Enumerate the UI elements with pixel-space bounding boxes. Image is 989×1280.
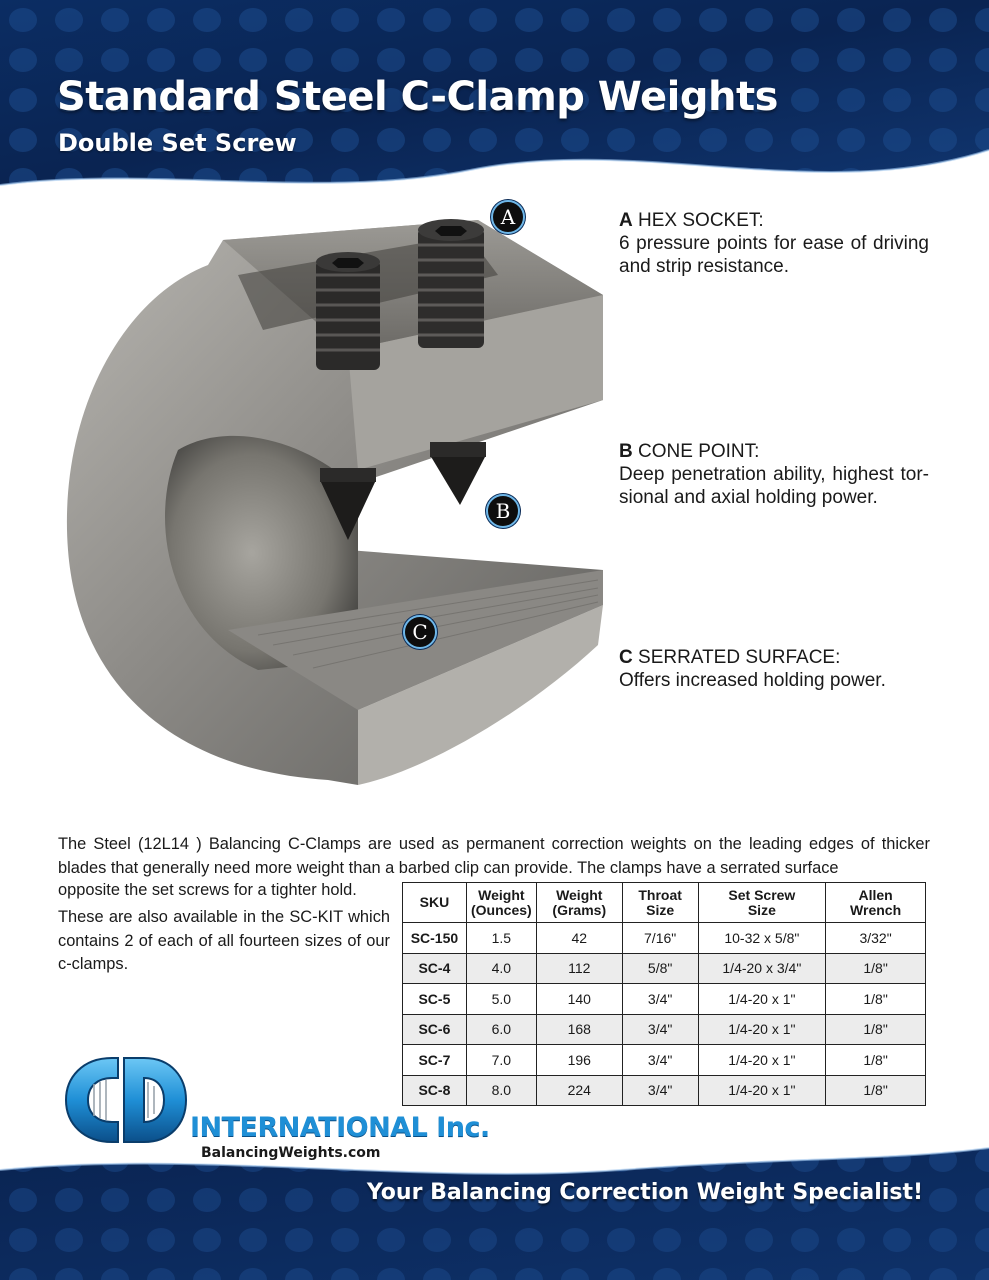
- cell-weight-oz: 4.0: [466, 953, 536, 984]
- feature-hex-socket: [619, 209, 929, 278]
- page-subtitle: Double Set Screw: [58, 129, 297, 157]
- intro-paragraph-continued: opposite the set screws for a tighter hold.: [58, 881, 357, 899]
- feature-title: HEX SOCKET:: [638, 210, 764, 231]
- column-header: Weight (Ounces): [466, 883, 536, 923]
- cell-sku: SC-5: [403, 984, 467, 1015]
- cell-allen: 1/8": [826, 953, 926, 984]
- cell-weight-oz: 6.0: [466, 1014, 536, 1045]
- cell-throat: 7/16": [622, 923, 698, 954]
- cell-set-screw: 1/4-20 x 1": [698, 1045, 826, 1076]
- feature-title: SERRATED SURFACE:: [638, 647, 841, 668]
- table-row: [403, 953, 926, 984]
- c-clamp-product-image: [58, 190, 618, 815]
- feature-title: CONE POINT:: [638, 441, 760, 462]
- cell-set-screw: 1/4-20 x 1": [698, 1014, 826, 1045]
- cell-sku: SC-8: [403, 1075, 467, 1106]
- cell-allen: 1/8": [826, 1045, 926, 1076]
- c-clamp-illustration: [58, 190, 618, 815]
- feature-cone-point: [619, 440, 929, 509]
- marker-b: B: [486, 494, 520, 528]
- intro-paragraph: The Steel (12L14 ) Balancing C-Clamps are used as permanent correction weights on the leading edges of thicker blades that generally need more weight than a barbed clip can provide. The clamps have a serrated surface: [58, 835, 930, 877]
- spec-table: [402, 882, 926, 1106]
- kit-note: These are also available in the SC-KIT which contains 2 of each of all fourteen sizes of our c-clamps.: [58, 908, 390, 973]
- table-row: [403, 1075, 926, 1106]
- cell-weight-oz: 5.0: [466, 984, 536, 1015]
- cell-throat: 3/4": [622, 1075, 698, 1106]
- feature-letter: A: [619, 210, 633, 231]
- feature-description: Deep penetration ability, highest tor-sional and axial holding power.: [619, 464, 929, 508]
- footer-tagline: Your Balancing Correction Weight Specialist!: [366, 1180, 923, 1205]
- company-url: BalancingWeights.com: [201, 1145, 381, 1161]
- feature-serrated-surface: [619, 646, 929, 692]
- cell-allen: 1/8": [826, 1075, 926, 1106]
- feature-letter: B: [619, 441, 633, 462]
- column-header: Weight (Grams): [536, 883, 622, 923]
- column-header: Throat Size: [622, 883, 698, 923]
- cell-set-screw: 1/4-20 x 1": [698, 1075, 826, 1106]
- cell-throat: 3/4": [622, 1014, 698, 1045]
- table-row: [403, 1014, 926, 1045]
- cell-throat: 5/8": [622, 953, 698, 984]
- cell-weight-g: 168: [536, 1014, 622, 1045]
- cell-allen: 1/8": [826, 1014, 926, 1045]
- footer-banner: [0, 1140, 989, 1280]
- cell-weight-g: 196: [536, 1045, 622, 1076]
- cell-weight-g: 224: [536, 1075, 622, 1106]
- cell-throat: 3/4": [622, 1045, 698, 1076]
- table-header-row: [403, 883, 926, 923]
- cell-weight-oz: 8.0: [466, 1075, 536, 1106]
- cell-allen: 1/8": [826, 984, 926, 1015]
- cell-set-screw: 1/4-20 x 3/4": [698, 953, 826, 984]
- marker-a: A: [491, 200, 525, 234]
- table-row: [403, 923, 926, 954]
- cell-throat: 3/4": [622, 984, 698, 1015]
- column-header: Set Screw Size: [698, 883, 826, 923]
- marker-c: C: [403, 615, 437, 649]
- header-banner: [0, 0, 989, 200]
- cd-logo-mark: [60, 1050, 190, 1150]
- feature-description: Offers increased holding power.: [619, 670, 886, 691]
- table-row: [403, 1045, 926, 1076]
- footer-background: [0, 1140, 989, 1280]
- cell-weight-g: 140: [536, 984, 622, 1015]
- page-title: Standard Steel C-Clamp Weights: [57, 74, 778, 120]
- feature-description: 6 pressure points for ease of driving and strip resistance.: [619, 233, 929, 277]
- column-header: SKU: [403, 883, 467, 923]
- company-name: INTERNATIONAL Inc.: [190, 1112, 490, 1143]
- cell-weight-oz: 1.5: [466, 923, 536, 954]
- cell-set-screw: 1/4-20 x 1": [698, 984, 826, 1015]
- cell-weight-oz: 7.0: [466, 1045, 536, 1076]
- cell-weight-g: 112: [536, 953, 622, 984]
- cell-allen: 3/32": [826, 923, 926, 954]
- cell-sku: SC-150: [403, 923, 467, 954]
- cell-sku: SC-4: [403, 953, 467, 984]
- cell-set-screw: 10-32 x 5/8": [698, 923, 826, 954]
- table-row: [403, 984, 926, 1015]
- feature-letter: C: [619, 647, 633, 668]
- cell-weight-g: 42: [536, 923, 622, 954]
- cell-sku: SC-6: [403, 1014, 467, 1045]
- column-header: Allen Wrench: [826, 883, 926, 923]
- cell-sku: SC-7: [403, 1045, 467, 1076]
